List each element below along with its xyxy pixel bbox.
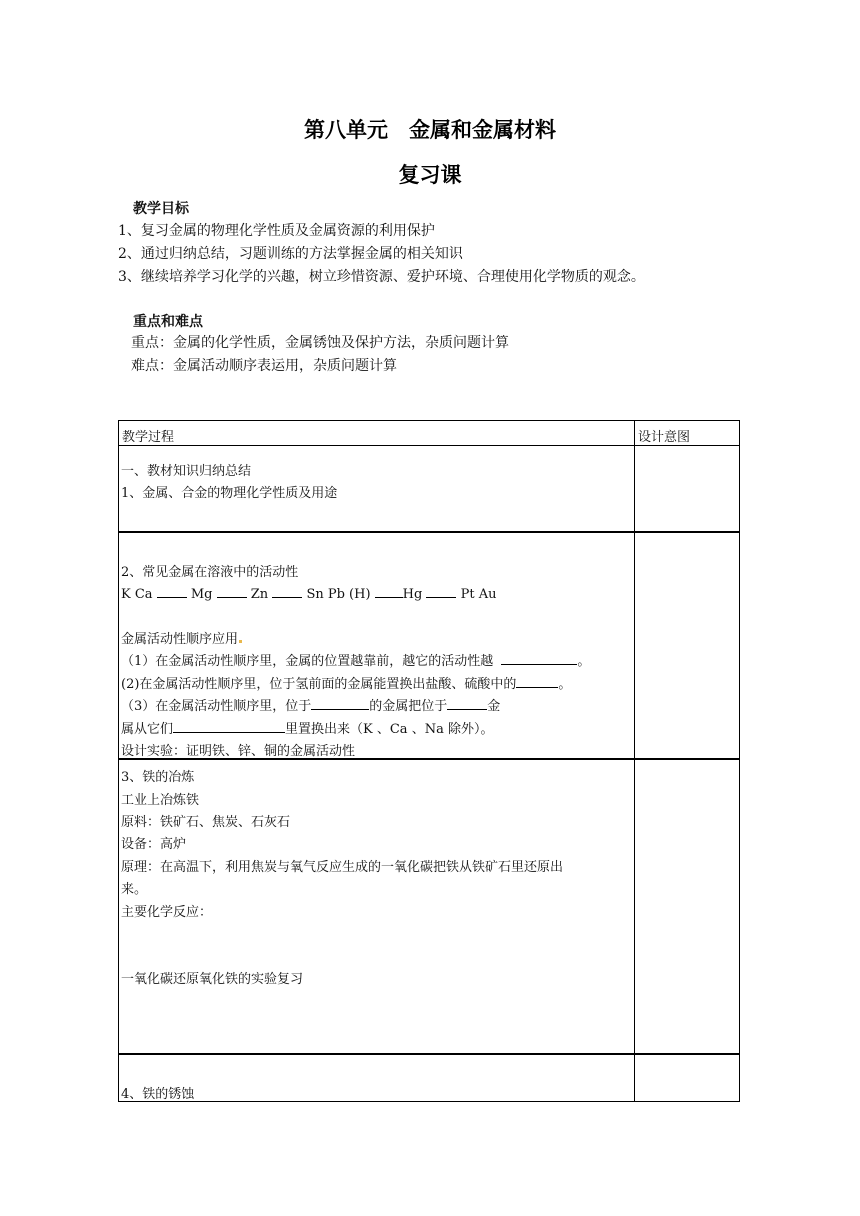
- question-2: [121, 673, 571, 692]
- row-divider: [118, 1053, 740, 1055]
- header-teaching-process: 教学过程: [122, 430, 175, 445]
- question-3-text-e: 里置换出来（K 、Ca 、Na 除外）。: [285, 722, 494, 737]
- question-3-cont: [121, 718, 493, 737]
- blank[interactable]: [447, 695, 487, 710]
- question-3-text-d: 属从它们: [121, 722, 174, 737]
- question-1-text: （1）在金属活动性顺序里，金属的位置越靠前，越它的活动性越: [121, 654, 494, 669]
- design-experiment: 设计实验：证明铁、锌、铜的金属活动性: [121, 744, 356, 759]
- blank[interactable]: [311, 695, 369, 710]
- question-1: [121, 650, 590, 669]
- blank[interactable]: [272, 583, 302, 598]
- objective-1: 1、复习金属的物理化学性质及金属资源的利用保护: [118, 223, 435, 239]
- objective-2: 2、通过归纳总结，习题训练的方法掌握金属的相关知识: [118, 246, 463, 262]
- table-border: [118, 420, 740, 1102]
- blank[interactable]: [501, 650, 577, 665]
- blank[interactable]: [173, 718, 285, 733]
- activity-sequence: [121, 583, 497, 602]
- seq-mg: Mg: [190, 587, 213, 602]
- column-divider: [634, 420, 635, 1102]
- blank[interactable]: [375, 583, 403, 598]
- period: 。: [577, 654, 591, 669]
- iron-raw-materials: 原料：铁矿石、焦炭、石灰石: [121, 815, 291, 830]
- section-3-title: 3、铁的冶炼: [121, 770, 195, 785]
- question-3-text-b: 的金属把位于: [369, 699, 448, 714]
- section-2-title: 2、常见金属在溶液中的活动性: [121, 565, 299, 580]
- objective-3: 3、继续培养学习化学的兴趣，树立珍惜资源、爱护环境、合理使用化学物质的观念。: [118, 269, 645, 285]
- activity-application: [121, 628, 242, 647]
- difficult-point: 难点：金属活动顺序表运用，杂质问题计算: [131, 358, 397, 374]
- blank[interactable]: [157, 583, 187, 598]
- seq-pt-au: Pt Au: [460, 587, 497, 602]
- document-title: 第八单元 金属和金属材料: [304, 118, 556, 142]
- question-3-text-c: 金: [487, 699, 501, 714]
- question-2-text: (2)在金属活动性顺序里，位于氢前面的金属能置换出盐酸、硫酸中的: [121, 677, 517, 692]
- header-design-intent: 设计意图: [638, 430, 691, 445]
- iron-principle: 原理：在高温下，利用焦炭与氧气反应生成的一氧化碳把铁从铁矿石里还原出: [121, 860, 564, 875]
- seq-zn: Zn: [250, 587, 269, 602]
- iron-principle-cont: 来。: [121, 882, 148, 897]
- main-reactions: 主要化学反应：: [121, 905, 213, 920]
- objectives-heading: 教学目标: [133, 201, 189, 217]
- blank[interactable]: [426, 583, 456, 598]
- period: 。: [558, 677, 572, 692]
- seq-k-ca: K Ca: [121, 587, 153, 602]
- question-3: [121, 695, 500, 714]
- row-divider: [118, 445, 740, 446]
- iron-equipment: 设备：高炉: [121, 837, 187, 852]
- iron-industrial: 工业上冶炼铁: [121, 793, 200, 808]
- section-1-item: 1、金属、合金的物理化学性质及用途: [121, 486, 338, 501]
- key-point: 重点：金属的化学性质，金属锈蚀及保护方法，杂质问题计算: [131, 335, 509, 351]
- application-label: 金属活动性顺序应用: [121, 632, 239, 647]
- key-points-heading: 重点和难点: [133, 314, 203, 330]
- question-3-text-a: （3）在金属活动性顺序里，位于: [121, 699, 312, 714]
- blank[interactable]: [516, 673, 558, 688]
- section-4-title: 4、铁的锈蚀: [121, 1087, 195, 1102]
- seq-hg: Hg: [402, 587, 423, 602]
- blank[interactable]: [217, 583, 247, 598]
- section-1-title: 一、教材知识归纳总结: [121, 464, 252, 479]
- row-divider: [118, 531, 740, 533]
- seq-sn-pb-h: Sn Pb (H): [306, 587, 371, 602]
- edit-mark: [239, 640, 242, 643]
- document-subtitle: 复习课: [398, 163, 462, 187]
- co-experiment: 一氧化碳还原氧化铁的实验复习: [121, 972, 304, 987]
